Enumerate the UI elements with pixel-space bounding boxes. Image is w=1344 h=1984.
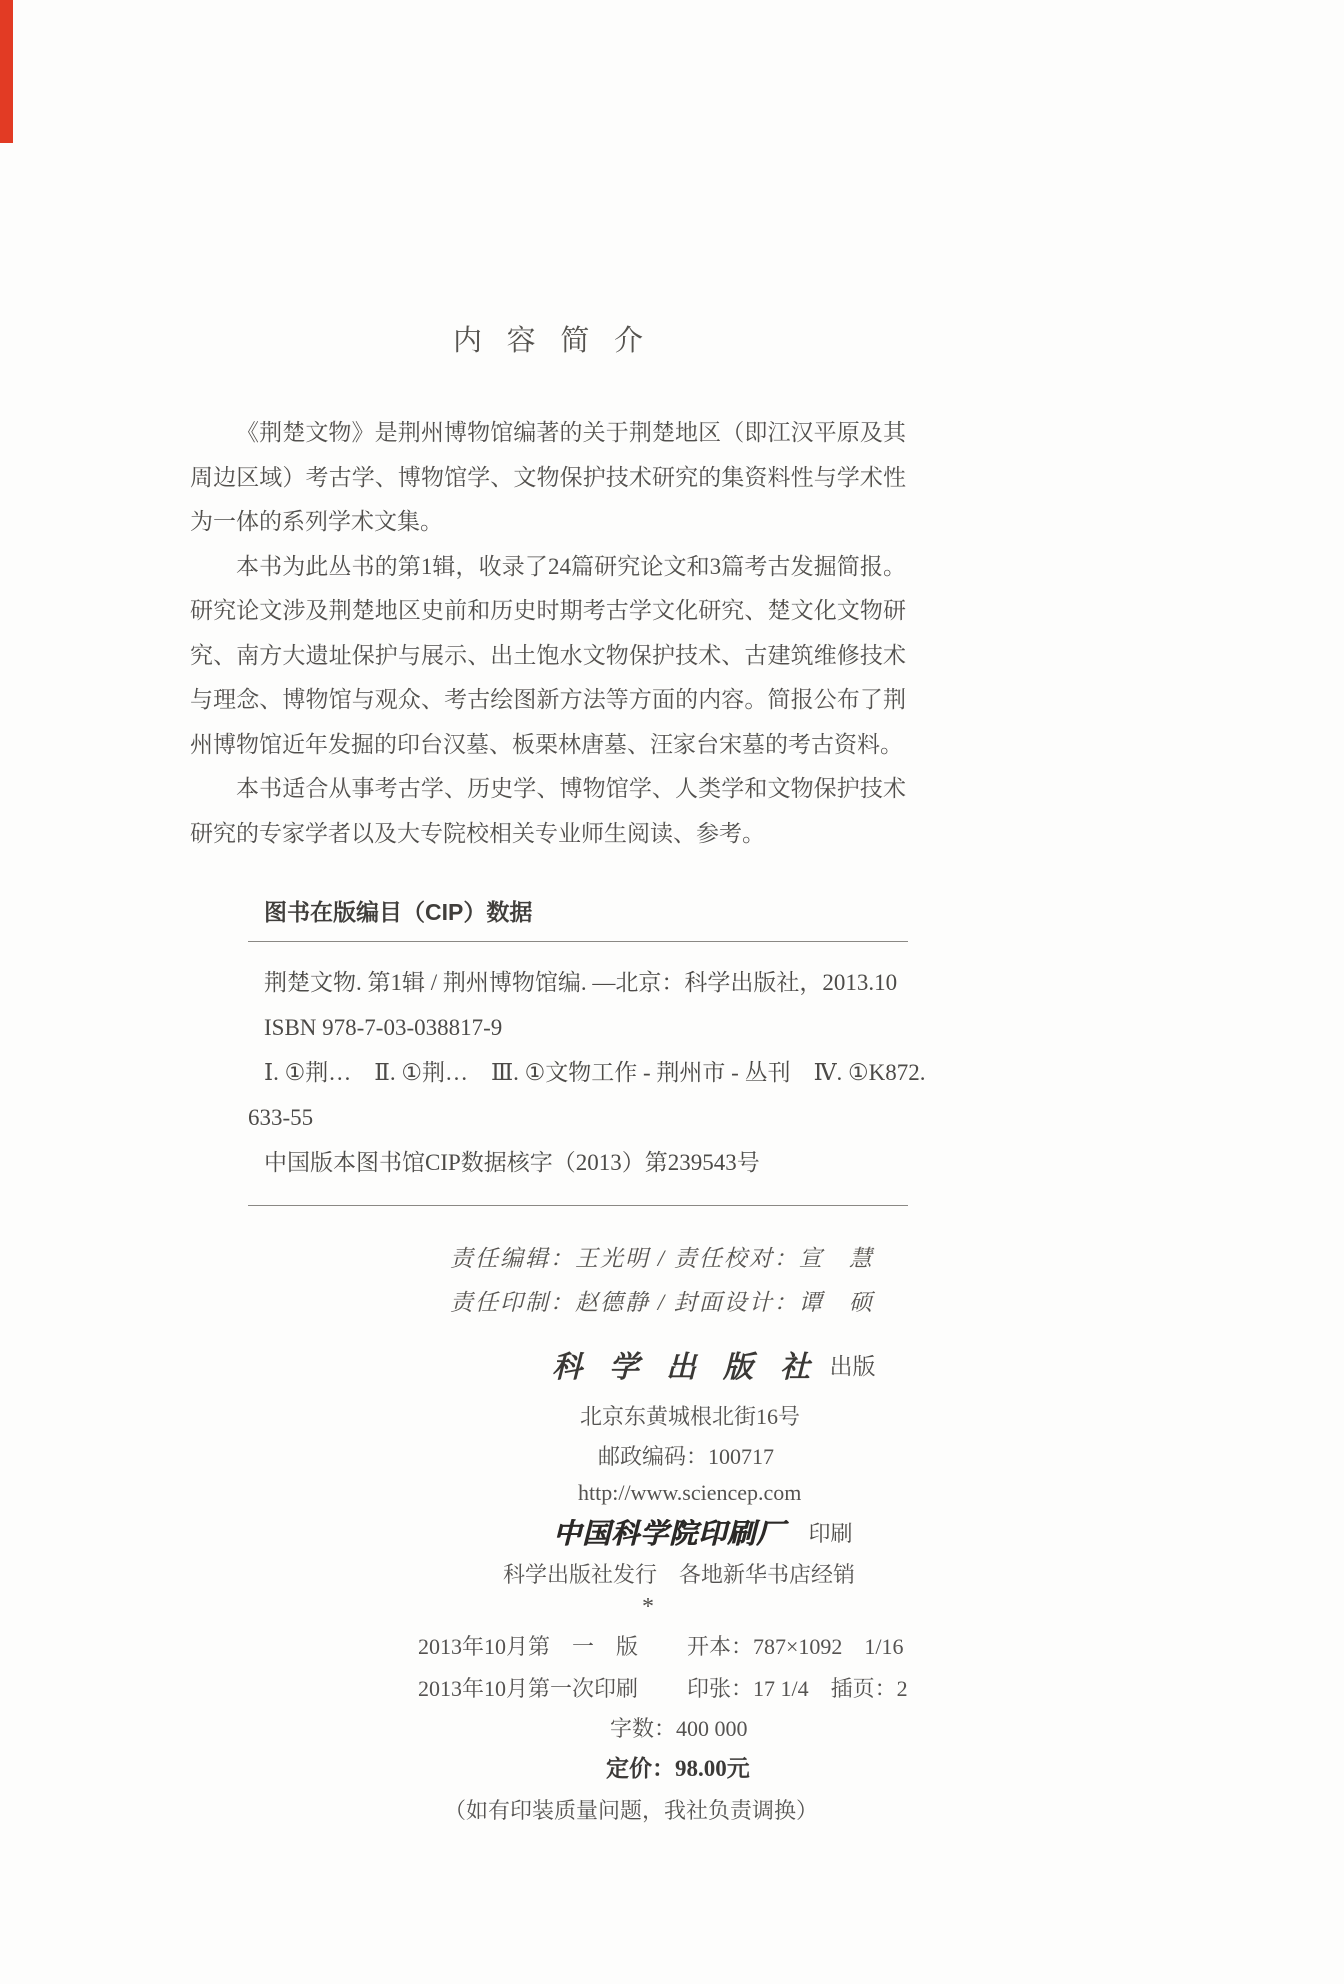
content-introduction xyxy=(190,411,906,856)
quality-note: （如有印装质量问题，我社负责调换） xyxy=(444,1798,819,1823)
separator-star: * xyxy=(642,1594,654,1620)
cip-classification-line: Ⅰ. ①荆… Ⅱ. ①荆… Ⅲ. ①文物工作 - 荆州市 - 丛刊 Ⅳ. ①K872. xyxy=(264,1060,926,1085)
cip-isbn-line: ISBN 978-7-03-038817-9 xyxy=(264,1015,503,1040)
cip-title-line: 荆楚文物. 第1辑 / 荆州博物馆编. —北京：科学出版社，2013.10 xyxy=(264,970,898,995)
printer-line xyxy=(553,1512,853,1552)
publisher-address: 北京东黄城根北街16号 xyxy=(580,1404,801,1429)
intro-paragraph: 《荆楚文物》是荆州博物馆编著的关于荆楚地区（即江汉平原及其周边区域）考古学、博物馆学、文物保护技术研究的集资料性与学术性为一体的系列学术文集。 xyxy=(190,420,906,534)
staff-printing-line: 责任印制：赵德静 / 封面设计：谭 硕 xyxy=(450,1290,874,1315)
intro-paragraph: 本书为此丛书的第1辑，收录了24篇研究论文和3篇考古发掘简报。研究论文涉及荆楚地区史前和历史时期考古学文化研究、楚文化文物研究、南方大遗址保护与展示、出土饱水文物保护技术、古建筑维修技术与理念、博物馆与观众、考古绘图新方法等方面的内容。简报公布了荆州博物馆近年发掘的印台汉墓、板栗林唐墓、汪家台宋墓的考古资料。 xyxy=(190,553,906,757)
edition-date-line: 2013年10月第 一 版 xyxy=(418,1634,639,1659)
cip-record-number-line: 中国版本图书馆CIP数据核字（2013）第239543号 xyxy=(264,1150,760,1175)
cip-data-block xyxy=(248,894,926,1206)
sheets-line: 印张：17 1/4 插页：2 xyxy=(687,1676,908,1701)
word-count-line: 字数：400 000 xyxy=(610,1716,748,1741)
publisher-website: http://www.sciencep.com xyxy=(578,1480,802,1505)
colophon-block xyxy=(0,1210,1344,1870)
staff-editors-line: 责任编辑：王光明 / 责任校对：宣 慧 xyxy=(450,1246,874,1271)
cip-header: 图书在版编目（CIP）数据 xyxy=(264,899,533,925)
publisher-name-calligraphy: 科学出版社 xyxy=(552,1351,837,1384)
publisher-line xyxy=(552,1342,876,1386)
scan-edge-red-strip xyxy=(0,0,13,143)
cip-rule-bottom xyxy=(248,1205,908,1206)
printer-name-calligraphy: 中国科学院印刷厂 xyxy=(553,1519,786,1550)
cip-classification-continuation: 633-55 xyxy=(248,1105,314,1130)
cip-lines xyxy=(248,942,926,1205)
printing-date-line: 2013年10月第一次印刷 xyxy=(418,1676,639,1701)
page-title-text: 内容简介 xyxy=(453,325,668,357)
page-title xyxy=(190,318,906,359)
distribution-line: 科学出版社发行 各地新华书店经销 xyxy=(503,1562,856,1587)
printer-suffix: 印刷 xyxy=(808,1521,853,1546)
price-line: 定价：98.00元 xyxy=(606,1756,750,1781)
intro-paragraph: 本书适合从事考古学、历史学、博物馆学、人类学和文物保护技术研究的专家学者以及大专院校相关专业师生阅读、参考。 xyxy=(190,776,906,846)
format-line: 开本：787×1092 1/16 xyxy=(687,1634,904,1659)
publisher-postcode: 邮政编码：100717 xyxy=(598,1444,775,1469)
publisher-suffix: 出版 xyxy=(829,1354,876,1379)
